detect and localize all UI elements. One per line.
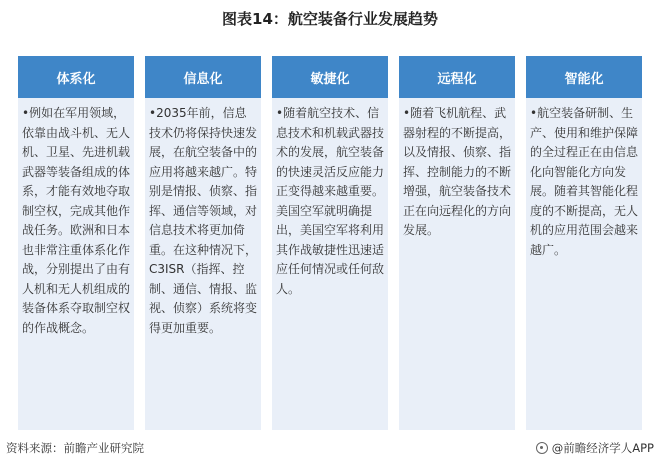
- column-agility: [272, 56, 388, 430]
- source-note: 资料来源：前瞻产业研究院: [6, 441, 144, 455]
- column-text: •随着航空技术、信息技术和机载武器技术的发展，航空装备的快速灵活反应能力正变得越来越重要。美国空军就明确提出，美国空军将利用其作战敏捷性迅速适应任何情况或任何敌人。: [276, 106, 385, 296]
- column-body: [272, 98, 388, 430]
- footer: [0, 440, 660, 460]
- brand-credit: [536, 440, 654, 456]
- column-header: 远程化: [399, 56, 515, 98]
- column-systematization: [18, 56, 134, 430]
- column-body: [18, 98, 134, 430]
- column-body: [526, 98, 642, 430]
- column-header: 智能化: [526, 56, 642, 98]
- column-informatization: [145, 56, 261, 430]
- chart-title: 图表14：航空装备行业发展趋势: [222, 10, 438, 28]
- column-header: 信息化: [145, 56, 261, 98]
- column-text: •航空装备研制、生产、使用和维护保障的全过程正在由信息化向智能化方向发展。随着其智能化程度的不断提高，无人机的应用范围会越来越广。: [530, 106, 639, 257]
- brand-label: @前瞻经济学人APP: [551, 441, 654, 455]
- brand-logo-icon: [536, 442, 548, 454]
- column-body: [145, 98, 261, 430]
- column-long-range: [399, 56, 515, 430]
- column-header: 敏捷化: [272, 56, 388, 98]
- column-text: •例如在军用领域，依靠由战斗机、无人机、卫星、先进机载武器等装备组成的体系，才能有效地夺取制空权，完成其他作战任务。欧洲和日本也非常注重体系化作战，分别提出了由有人机和无人机组成的装备体系夺取制空权的作战概念。: [22, 106, 131, 335]
- trend-columns: [18, 56, 642, 430]
- column-text: •2035年前，信息技术仍将保持快速发展，在航空装备中的应用将越来越广。特别是情报、侦察、指挥、通信等领域，对信息技术将更加倚重。在这种情况下，C3ISR（指挥、控制、通信、情报、监视、侦察）系统将变得更加重要。: [149, 106, 258, 335]
- column-body: [399, 98, 515, 430]
- column-header: 体系化: [18, 56, 134, 98]
- column-intelligentization: [526, 56, 642, 430]
- column-text: •随着飞机航程、武器射程的不断提高，以及情报、侦察、指挥、控制能力的不断增强，航空装备技术正在向远程化的方向发展。: [403, 106, 512, 237]
